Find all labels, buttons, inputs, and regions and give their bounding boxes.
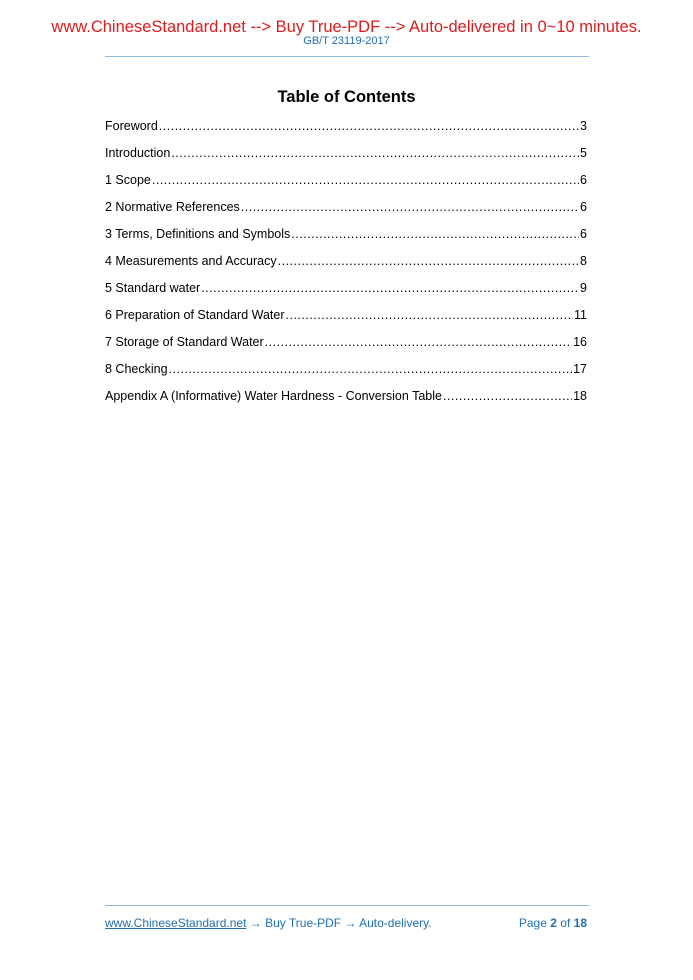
toc-entry-page: 16 — [573, 335, 587, 349]
dot-leader — [152, 173, 579, 187]
of-word: of — [560, 916, 571, 930]
toc-entry-label: 7 Storage of Standard Water — [105, 335, 264, 349]
toc-entry-label: 6 Preparation of Standard Water — [105, 308, 285, 322]
toc-entry-page: 9 — [580, 281, 587, 295]
toc-entry-checking[interactable] — [105, 362, 587, 389]
toc-entry-standard-water[interactable] — [105, 281, 587, 308]
toc-title: Table of Contents — [277, 88, 416, 106]
header-divider — [105, 56, 589, 57]
toc-entry-measurements[interactable] — [105, 254, 587, 281]
toc-entry-page: 17 — [573, 362, 587, 376]
dot-leader — [159, 119, 579, 133]
toc-entry-storage[interactable] — [105, 335, 587, 362]
page-current: 2 — [550, 916, 557, 930]
dot-leader — [443, 389, 572, 403]
dot-leader — [291, 227, 579, 241]
toc-entry-label: 2 Normative References — [105, 200, 240, 214]
dot-leader — [278, 254, 579, 268]
toc-entry-label: Foreword — [105, 119, 158, 133]
toc-entry-label: 3 Terms, Definitions and Symbols — [105, 227, 291, 241]
toc-entry-normative-references[interactable] — [105, 200, 587, 227]
toc-entry-label: 5 Standard water — [105, 281, 201, 295]
toc-entry-label: 4 Measurements and Accuracy — [105, 254, 277, 268]
footer-site-link[interactable]: www.ChineseStandard.net — [105, 916, 247, 930]
toc-entry-label: 8 Checking — [105, 362, 168, 376]
dot-leader — [201, 281, 579, 295]
toc-entry-label: Introduction — [105, 146, 171, 160]
page-word: Page — [518, 916, 547, 930]
footer-promo — [105, 916, 432, 930]
toc-entry-page: 18 — [573, 389, 587, 403]
page-footer — [105, 916, 587, 930]
toc-entry-page: 5 — [580, 146, 587, 160]
page-indicator — [519, 916, 587, 930]
dot-leader — [265, 335, 572, 349]
toc-entry-appendix-a[interactable] — [105, 389, 587, 416]
standard-code: GB/T 23119-2017 — [303, 35, 390, 47]
dot-leader — [286, 308, 574, 322]
toc-entry-scope[interactable] — [105, 173, 587, 200]
dot-leader — [241, 200, 579, 214]
toc-entry-page: 8 — [580, 254, 587, 268]
toc-entry-terms-definitions[interactable] — [105, 227, 587, 254]
toc-entry-page: 6 — [580, 173, 587, 187]
dot-leader — [171, 146, 579, 160]
page-total: 18 — [573, 916, 587, 930]
toc-entry-foreword[interactable] — [105, 119, 587, 146]
toc-entry-label: Appendix A (Informative) Water Hardness - Conversion Table — [105, 389, 442, 403]
toc-entry-page: 6 — [580, 227, 587, 241]
footer-divider — [105, 905, 589, 906]
toc-entry-page: 11 — [574, 308, 587, 322]
toc-entry-page: 3 — [580, 119, 587, 133]
toc-entry-page: 6 — [580, 200, 587, 214]
toc-entry-label: 1 Scope — [105, 173, 151, 187]
promo-banner[interactable]: www.ChineseStandard.net --> Buy True-PDF --> Auto-delivered in 0~10 minutes. — [51, 18, 642, 36]
footer-promo-text: → Buy True-PDF → Auto-delivery. — [246, 916, 432, 930]
dot-leader — [169, 362, 573, 376]
table-of-contents — [105, 119, 587, 416]
toc-entry-introduction[interactable] — [105, 146, 587, 173]
toc-entry-preparation[interactable] — [105, 308, 587, 335]
